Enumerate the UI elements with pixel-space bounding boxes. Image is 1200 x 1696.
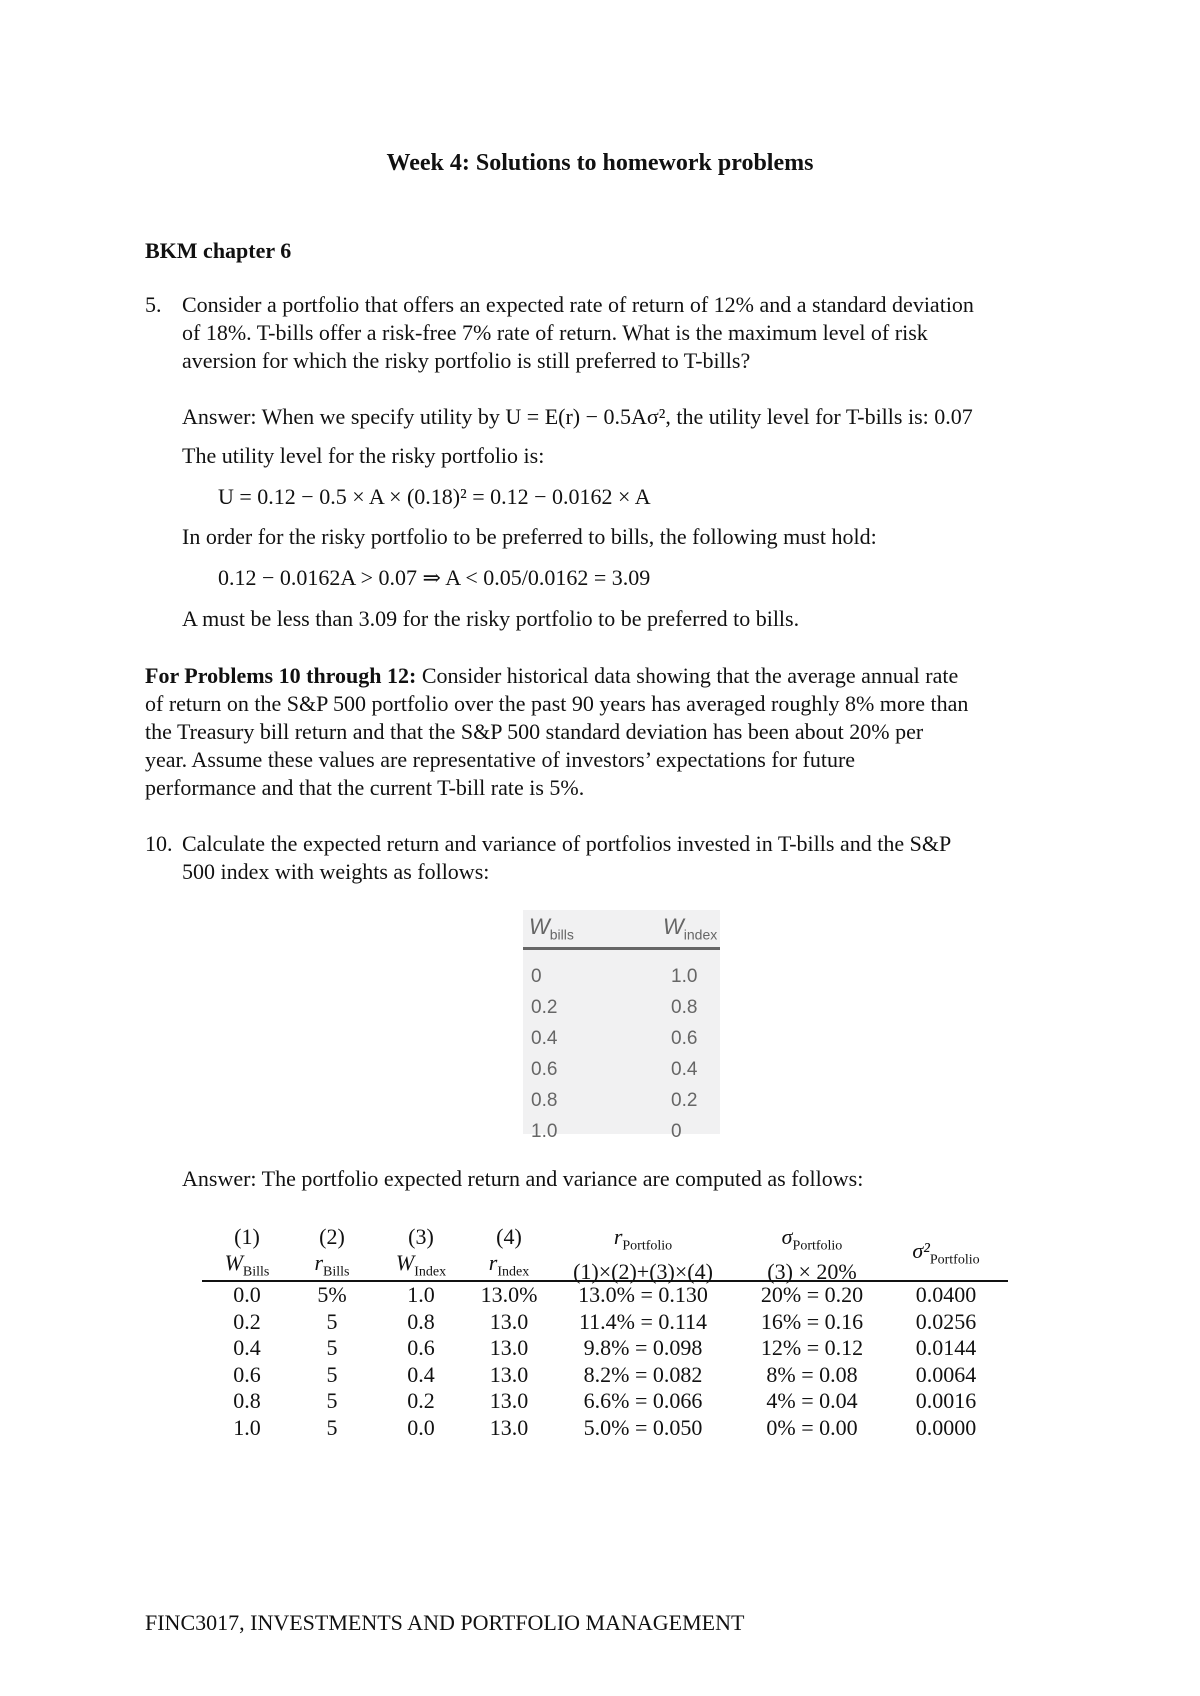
table-cell: 4% = 0.04: [766, 1388, 858, 1413]
table-cell: 9.8% = 0.098: [583, 1335, 703, 1360]
question-text: of 18%. T-bills offer a risk-free 7% rate of return. What is the maximum level of risk: [182, 320, 928, 345]
question-text: Consider a portfolio that offers an expected rate of return of 12% and a standard deviation: [182, 292, 974, 317]
table-cell: 8% = 0.08: [766, 1361, 858, 1387]
intro-line: performance and that the current T-bill rate is 5%.: [145, 775, 585, 800]
table-cell: 1.0: [233, 1414, 261, 1440]
column-header: (1) $W_{Bills}$: [224, 1224, 270, 1280]
table-cell: 0.4: [671, 1059, 698, 1080]
table-cell: 0.0016: [915, 1388, 977, 1413]
question-number: 10.: [145, 831, 173, 856]
question-number: 5.: [145, 292, 162, 317]
table-cell: 0.0256: [915, 1308, 977, 1334]
table-cell: 1.0: [407, 1282, 435, 1307]
table-cell: 13.0: [489, 1388, 529, 1413]
intro-line: of return on the S&P 500 portfolio over the past 90 years has averaged roughly 8% more than: [145, 691, 969, 716]
table-cell: 0.8: [671, 997, 698, 1018]
column-header: (3) $W_{Index}$: [395, 1224, 447, 1280]
table-cell: 0.2: [233, 1308, 261, 1334]
column-header: $r_{Portfolio}$ (1)×(2)+(3)×(4): [573, 1224, 713, 1285]
table-cell: 0.8: [531, 1090, 558, 1111]
equation: U = 0.12 − 0.5 × A × (0.18)² = 0.12 − 0.0162 × A: [218, 484, 651, 509]
table-cell: 1.0: [531, 1121, 558, 1142]
answer-text: Answer: The portfolio expected return and variance are computed as follows:: [182, 1166, 864, 1191]
table-cell: 13.0: [489, 1335, 529, 1360]
table-cell: 8.2% = 0.082: [583, 1361, 703, 1387]
answer-text: The utility level for the risky portfolio is:: [182, 443, 545, 468]
table-cell: 0.6: [407, 1335, 435, 1360]
table-cell: 5.0% = 0.050: [583, 1414, 703, 1440]
table-cell: 0.0000: [915, 1414, 977, 1440]
table-cell: 0: [531, 966, 542, 987]
weights-table: [523, 910, 720, 1142]
table-cell: 0: [671, 1121, 682, 1142]
table-cell: 13.0: [489, 1361, 529, 1387]
table-cell: 11.4% = 0.114: [578, 1308, 708, 1334]
footer: FINC3017, INVESTMENTS AND PORTFOLIO MANAGEMENT: [145, 1610, 745, 1635]
table-cell: 5: [326, 1308, 338, 1334]
table-cell: 0.0144: [915, 1335, 977, 1360]
answer-text: A must be less than 3.09 for the risky portfolio to be preferred to bills.: [182, 606, 800, 631]
table-cell: 5: [326, 1414, 338, 1440]
table-cell: 0.6: [671, 1028, 698, 1049]
intro-line: year. Assume these values are representative of investors’ expectations for future: [145, 747, 856, 772]
table-cell: 0% = 0.00: [766, 1414, 858, 1440]
table-cell: 6.6% = 0.066: [583, 1388, 703, 1413]
intro-text: [145, 663, 958, 689]
table-cell: 13.0%: [480, 1282, 538, 1307]
table-cell: 16% = 0.16: [760, 1308, 864, 1334]
table-cell: 0.2: [531, 997, 558, 1018]
equation: 0.12 − 0.0162A > 0.07 ⇒ A < 0.05/0.0162 = 3.09: [218, 565, 651, 590]
column-header: (4) $r_{Index}$: [488, 1224, 530, 1280]
table-cell: 13.0% = 0.130: [578, 1282, 708, 1307]
table-cell: 0.0400: [915, 1282, 977, 1307]
table-cell: 0.4: [531, 1028, 558, 1049]
table-cell: 12% = 0.12: [760, 1335, 864, 1360]
table-cell: 0.4: [233, 1335, 261, 1360]
table-cell: 0.2: [671, 1090, 698, 1111]
table-cell: 0.8: [233, 1388, 261, 1413]
table-cell: 13.0: [489, 1308, 529, 1334]
table-cell: 5%: [317, 1282, 347, 1307]
column-header: (2) $r_{Bills}$: [314, 1224, 350, 1280]
table-cell: 0.2: [407, 1388, 435, 1413]
table-cell: 0.0064: [915, 1361, 977, 1387]
answer-text: Answer: When we specify utility by U = E(r) − 0.5Aσ², the utility level for T-bills is: 0.07: [182, 404, 973, 429]
table-cell: 0.6: [531, 1059, 558, 1080]
chapter-heading: BKM chapter 6: [145, 238, 292, 263]
question-text: aversion for which the risky portfolio is still preferred to T-bills?: [182, 348, 751, 373]
header-w-bills: $W_{bills}$: [529, 914, 574, 943]
table-cell: 5: [326, 1388, 338, 1413]
table-cell: 5: [326, 1361, 338, 1387]
table-cell: 0.8: [407, 1308, 435, 1334]
column-header: $\sigma_{Portfolio}$ (3) × 20%: [767, 1224, 857, 1285]
column-header: $\sigma^2_{Portfolio}$: [912, 1238, 980, 1268]
table-cell: 13.0: [489, 1414, 529, 1440]
table-cell: 20% = 0.20: [760, 1282, 864, 1307]
table-cell: 0.0: [233, 1282, 261, 1307]
question-text: 500 index with weights as follows:: [182, 859, 490, 884]
header-rule: [523, 947, 720, 950]
table-cell: 0.4: [407, 1361, 435, 1387]
table-cell: 5: [326, 1335, 338, 1360]
question-text: Calculate the expected return and variance of portfolios invested in T-bills and the S&P: [182, 831, 952, 856]
answer-text: In order for the risky portfolio to be preferred to bills, the following must hold:: [182, 524, 877, 549]
header-w-index: $W_{index}$: [663, 914, 718, 943]
table-cell: 0.6: [233, 1361, 261, 1387]
page-title: Week 4: Solutions to homework problems: [386, 150, 814, 176]
intro-line: Consider historical data showing that the average annual rate: [416, 663, 959, 688]
table-cell: 0.0: [407, 1414, 435, 1440]
table-cell: 1.0: [671, 966, 698, 987]
intro-line: the Treasury bill return and that the S&P 500 standard deviation has been about 20% per: [145, 719, 924, 744]
intro-bold: For Problems 10 through 12:: [145, 663, 417, 688]
